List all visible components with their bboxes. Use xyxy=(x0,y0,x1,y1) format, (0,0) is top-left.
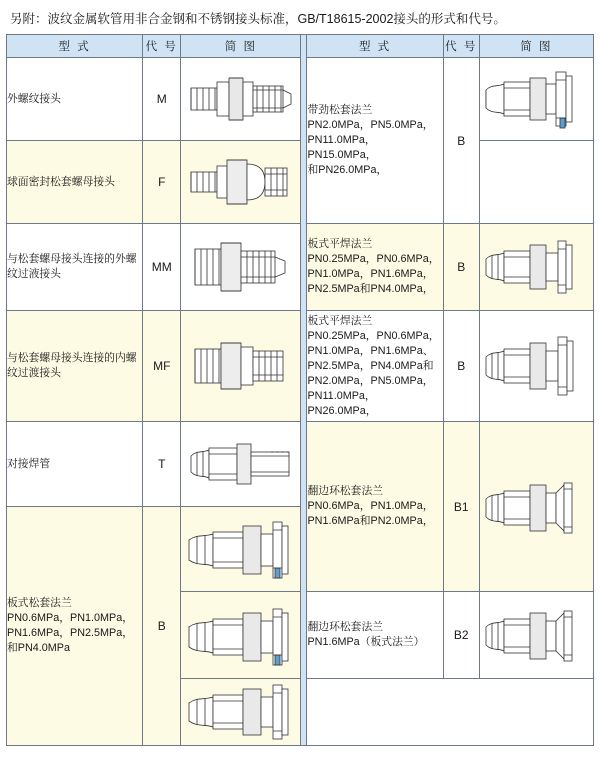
line: PN2.0MPa，PN5.0MPa， xyxy=(307,119,434,131)
row-code-plate-flange-2: B xyxy=(443,311,479,422)
row-code-t: T xyxy=(143,422,181,507)
row-figure-m xyxy=(181,58,301,141)
row-code-b: B xyxy=(143,507,181,746)
line: 带劲松套法兰 xyxy=(307,104,373,116)
plate-loose-flange-2-icon xyxy=(185,595,297,675)
row-figure-plate-flange-1 xyxy=(479,224,593,311)
row-name-b xyxy=(7,507,143,746)
right-filler xyxy=(307,679,594,746)
row-figure-mm xyxy=(181,224,301,311)
line: 和PN26.0MPa， xyxy=(307,164,388,176)
line: 翻边环松套法兰 xyxy=(307,621,384,633)
row-name-lap-joint-1 xyxy=(307,422,443,592)
line: PN1.6MPa和PN2.0MPa， xyxy=(307,515,434,527)
male-thread-transition-icon xyxy=(185,229,297,305)
female-thread-transition-icon xyxy=(185,327,297,405)
table-row xyxy=(7,141,594,224)
plate-welding-flange-2-icon xyxy=(482,323,590,409)
row-figure-t xyxy=(181,422,301,507)
line: PN2.5MPa，PN4.0MPa和 xyxy=(307,359,434,372)
row-name-m: 外螺纹接头 xyxy=(7,58,143,141)
header-type-left: 型 式 xyxy=(7,35,143,58)
row-name-ribbed-flange xyxy=(307,58,443,224)
header-figure-left: 简 图 xyxy=(181,35,301,58)
line: 和PN4.0MPa xyxy=(7,642,71,654)
line: PN0.25MPa，PN0.6MPa， xyxy=(307,253,440,265)
lap-joint-flange-2-icon xyxy=(482,595,590,675)
row-figure-lap-joint-2 xyxy=(479,592,593,679)
row-code-m: M xyxy=(143,58,181,141)
row-name-mf: 与松套螺母接头连接的内螺纹过渡接头 xyxy=(7,311,143,422)
header-code-left: 代 号 xyxy=(143,35,181,58)
row-figure-f xyxy=(181,141,301,224)
table-header-row xyxy=(7,35,594,58)
table-row xyxy=(7,311,594,422)
row-name-plate-flange-2 xyxy=(307,311,443,422)
table-row xyxy=(7,224,594,311)
line: PN0.6MPa，PN1.0MPa， xyxy=(307,500,434,512)
line: 板式松套法兰 xyxy=(7,597,72,609)
row-code-lap-joint-2: B2 xyxy=(443,592,479,679)
row-name-t: 对接焊管 xyxy=(7,422,143,507)
page-title: 另附：波纹金属软管用非合金钢和不锈钢接头标准，GB/T18615-2002接头的形式和代号。 xyxy=(10,12,506,26)
row-code-mm: MM xyxy=(143,224,181,311)
line: PN2.5MPa和PN4.0MPa， xyxy=(307,283,434,295)
row-figure-ribbed-flange-1 xyxy=(479,58,593,141)
header-type-right: 型 式 xyxy=(307,35,443,58)
butt-weld-pipe-icon xyxy=(185,428,297,500)
row-name-plate-flange-1 xyxy=(307,224,443,311)
row-figure-b-3 xyxy=(181,679,301,746)
line: PN1.0MPa，PN1.6MPa， xyxy=(307,268,434,280)
table-row xyxy=(7,58,594,141)
line: PN2.0MPa，PN5.0MPa， xyxy=(307,374,434,387)
spherical-seal-union-nut-icon xyxy=(185,146,297,218)
line: PN0.6MPa，PN1.0MPa， xyxy=(7,612,134,624)
line: 板式平焊法兰 xyxy=(307,238,373,250)
table-row xyxy=(7,422,594,507)
line: PN1.6MPa，PN2.5MPa， xyxy=(7,627,134,639)
header-code-right: 代 号 xyxy=(443,35,479,58)
male-thread-fitting-icon xyxy=(185,64,297,134)
row-code-lap-joint-1: B1 xyxy=(443,422,479,592)
plate-loose-flange-icon xyxy=(185,510,297,588)
header-figure-right: 简 图 xyxy=(479,35,593,58)
row-figure-lap-joint-1 xyxy=(479,422,593,592)
row-code-ribbed-flange: B xyxy=(443,58,479,224)
row-code-f: F xyxy=(143,141,181,224)
row-figure-b-2 xyxy=(181,592,301,679)
line: PN1.0MPa，PN1.6MPa、 xyxy=(307,344,434,357)
ribbed-loose-flange-icon xyxy=(482,62,590,136)
row-code-plate-flange-1: B xyxy=(443,224,479,311)
row-figure-plate-flange-2 xyxy=(479,311,593,422)
fittings-table xyxy=(6,34,594,746)
lap-joint-flange-icon xyxy=(482,467,590,547)
line: PN1.6MPa（板式法兰） xyxy=(307,636,425,648)
line: 翻边环松套法兰 xyxy=(307,485,384,497)
plate-loose-flange-3-icon xyxy=(185,681,297,743)
line: PN11.0MPa，PN26.0MPa， xyxy=(307,389,377,417)
line: 板式平焊法兰 xyxy=(307,314,373,327)
row-figure-b-1 xyxy=(181,507,301,592)
line: PN0.25MPa，PN0.6MPa， xyxy=(307,329,440,342)
row-name-f: 球面密封松套螺母接头 xyxy=(7,141,143,224)
row-name-mm: 与松套螺母接头连接的外螺纹过液接头 xyxy=(7,224,143,311)
line: PN11.0MPa，PN15.0MPa， xyxy=(307,134,377,161)
row-figure-mf xyxy=(181,311,301,422)
row-name-lap-joint-2 xyxy=(307,592,443,679)
row-code-mf: MF xyxy=(143,311,181,422)
plate-welding-flange-icon xyxy=(482,229,590,305)
